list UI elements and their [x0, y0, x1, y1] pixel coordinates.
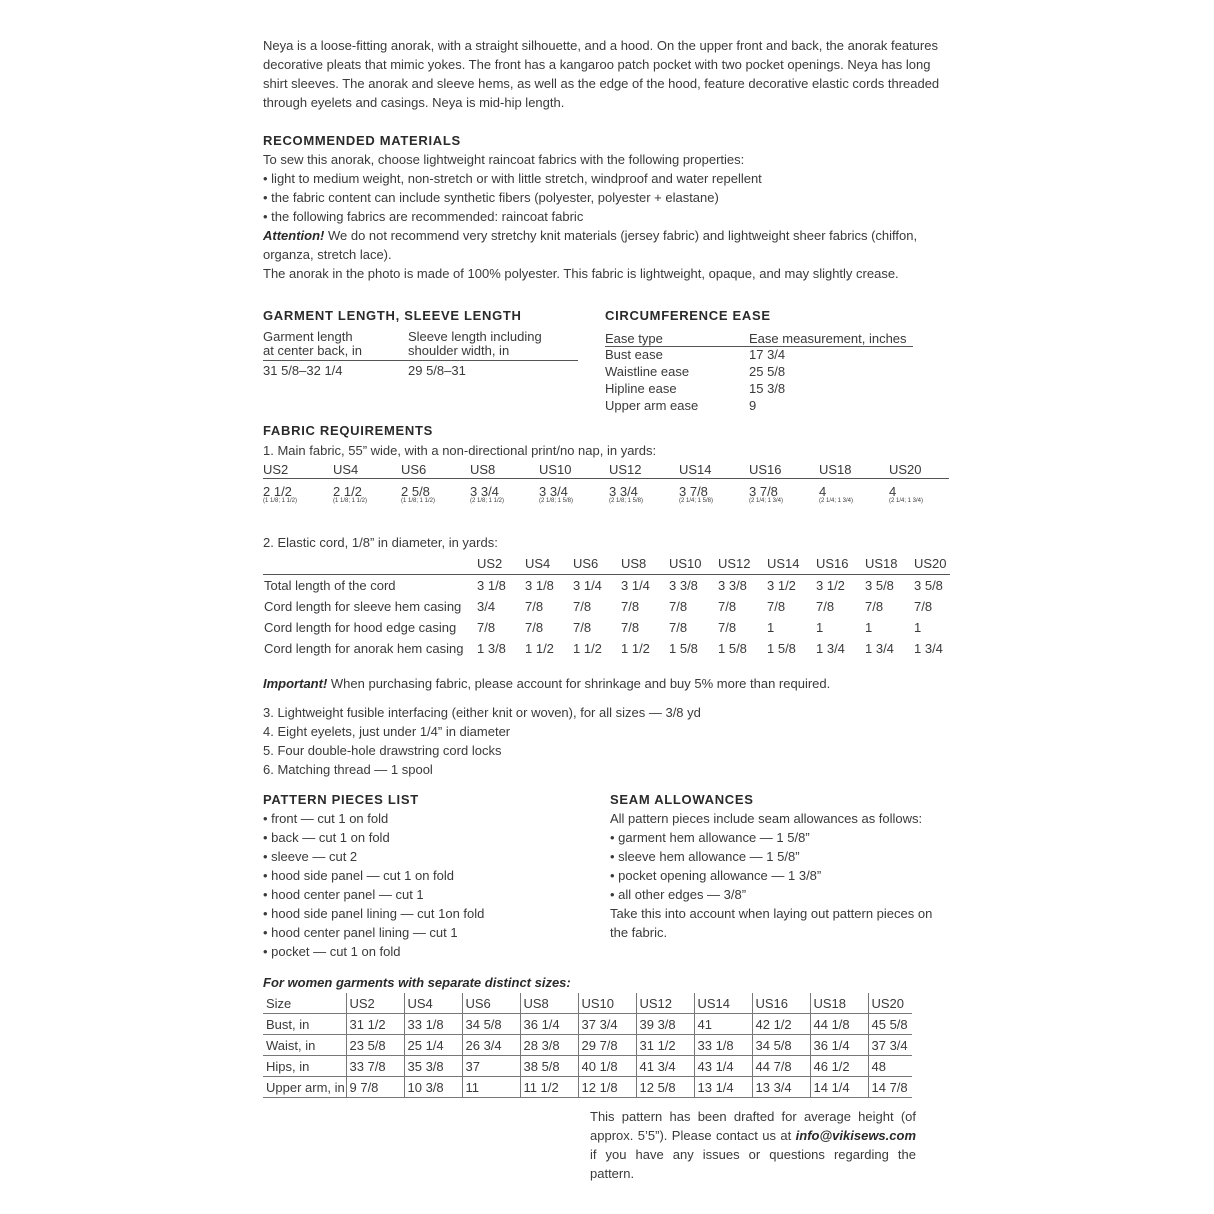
- size-chart-row: [263, 1014, 912, 1035]
- size-chart-cell: 33 7/8: [346, 1056, 404, 1077]
- size-chart-row-label: Bust, in: [263, 1014, 346, 1035]
- cord-cell: 3 1/2: [767, 578, 796, 593]
- cord-cell: 1: [816, 620, 824, 635]
- fabric-size: US16: [749, 462, 782, 477]
- size-chart-cell: 23 5/8: [346, 1035, 404, 1056]
- size-chart-header-cell: US12: [636, 993, 694, 1014]
- size-chart-cell: 31 1/2: [636, 1035, 694, 1056]
- cord-cell: 1 3/4: [914, 641, 943, 656]
- size-chart-cell: 13 3/4: [752, 1077, 810, 1098]
- cord-cell: 1 5/8: [669, 641, 698, 656]
- main-fabric-label: 1. Main fabric, 55” wide, with a non-directional print/no nap, in yards:: [263, 443, 657, 458]
- cord-row-name: Cord length for sleeve hem casing: [264, 599, 462, 614]
- cord-row: [263, 575, 950, 597]
- cord-row-name: Total length of the cord: [264, 578, 396, 593]
- fabric-size: US6: [401, 462, 427, 477]
- cord-cell: 3 1/4: [573, 578, 602, 593]
- important-note: [263, 674, 830, 693]
- fabric-value: 2 1/2: [263, 484, 292, 499]
- extras-item: 4. Eight eyelets, just under 1/4” in diameter: [263, 724, 511, 739]
- sleeve-length-col2-header: Sleeve length including shoulder width, in: [408, 329, 542, 358]
- size-chart-row-label: Waist, in: [263, 1035, 346, 1056]
- cord-cell: 7/8: [865, 599, 884, 614]
- cord-cell: 7/8: [525, 599, 544, 614]
- size-chart-cell: 11 1/2: [520, 1077, 578, 1098]
- size-chart-cell: 34 5/8: [462, 1014, 520, 1035]
- size-chart-header-cell: US8: [520, 993, 578, 1014]
- fabric-value: 3 7/8: [679, 484, 708, 499]
- attention-text: We do not recommend very stretchy knit materials (jersey fabric) and lightweight sheer fabrics (chiffon, organza, stretch lace).: [263, 228, 918, 262]
- ease-type: Upper arm ease: [605, 398, 699, 413]
- footer-text: This pattern has been drafted for average height (of approx. 5’5”). Please contact us at: [590, 1109, 916, 1143]
- fabric-value: 4: [819, 484, 827, 499]
- cord-cell: 3 3/8: [718, 578, 747, 593]
- cord-size: US20: [914, 556, 947, 571]
- fabric-subvalue: (1 1/8; 1 1/2): [333, 498, 368, 504]
- size-chart-cell: 48: [868, 1056, 912, 1077]
- size-chart-cell: 26 3/4: [462, 1035, 520, 1056]
- fabric-value: 3 3/4: [470, 484, 499, 499]
- pattern-piece-item: • sleeve — cut 2: [263, 849, 358, 864]
- cord-cell: 7/8: [621, 599, 640, 614]
- cord-header-row: [263, 553, 950, 575]
- fabric-subvalue: (2 1/4; 1 3/4): [889, 498, 924, 504]
- size-chart-cell: 14 1/4: [810, 1077, 868, 1098]
- garment-length-col1-header: Garment length at center back, in: [263, 329, 362, 358]
- fabric-size: US12: [609, 462, 642, 477]
- fabric-size: US18: [819, 462, 852, 477]
- fabric-size: US14: [679, 462, 712, 477]
- ease-value: 25 5/8: [749, 364, 786, 379]
- size-chart-cell: 12 5/8: [636, 1077, 694, 1098]
- size-chart-header-cell: US10: [578, 993, 636, 1014]
- footer-text: if you have any issues or questions regarding the pattern.: [590, 1147, 916, 1181]
- cord-cell: 1 3/4: [865, 641, 894, 656]
- garment-length-value: 31 5/8–32 1/4: [263, 363, 343, 378]
- size-chart-cell: 40 1/8: [578, 1056, 636, 1077]
- cord-cell: 3 5/8: [865, 578, 894, 593]
- size-chart-header-cell: US14: [694, 993, 752, 1014]
- ease-type: Hipline ease: [605, 381, 677, 396]
- fabric-value: 4: [889, 484, 897, 499]
- fabric-subvalue: (2 1/4; 1 3/4): [749, 498, 784, 504]
- cord-cell: 1 3/4: [816, 641, 845, 656]
- materials-lead: To sew this anorak, choose lightweight raincoat fabrics with the following properties:: [263, 152, 745, 167]
- size-chart-cell: 44 7/8: [752, 1056, 810, 1077]
- size-chart-cell: 41: [694, 1014, 752, 1035]
- cord-cell: 7/8: [621, 620, 640, 635]
- fabric-heading: FABRIC REQUIREMENTS: [263, 423, 434, 438]
- fabric-size: US8: [470, 462, 496, 477]
- extras-list: [263, 703, 701, 779]
- size-chart-table: [263, 993, 912, 1098]
- seam-lead: All pattern pieces include seam allowances as follows:: [610, 811, 923, 826]
- cord-row: [263, 617, 950, 638]
- pattern-piece-item: • front — cut 1 on fold: [263, 811, 389, 826]
- cord-cell: 7/8: [525, 620, 544, 635]
- cord-cell: 3/4: [477, 599, 496, 614]
- cord-cell: 3 3/8: [669, 578, 698, 593]
- cord-cell: 7/8: [573, 599, 592, 614]
- seam-item: • sleeve hem allowance — 1 5/8”: [610, 849, 800, 864]
- fabric-size: US10: [539, 462, 572, 477]
- cord-cell: 1 3/8: [477, 641, 506, 656]
- cord-cell: 1 5/8: [718, 641, 747, 656]
- extras-item: 6. Matching thread — 1 spool: [263, 762, 433, 777]
- size-chart-cell: 37 3/4: [578, 1014, 636, 1035]
- size-chart-row-label: Hips, in: [263, 1056, 346, 1077]
- ease-type: Waistline ease: [605, 364, 690, 379]
- size-chart-cell: 11: [462, 1077, 520, 1098]
- size-chart-row: [263, 1056, 912, 1077]
- pattern-pieces-section: [263, 790, 484, 961]
- fabric-value: 3 3/4: [539, 484, 568, 499]
- size-chart-cell: 31 1/2: [346, 1014, 404, 1035]
- cord-header-blank: [263, 553, 476, 575]
- cord-cell: 1 1/2: [621, 641, 650, 656]
- size-chart-row: [263, 1077, 912, 1098]
- ease-value: 9: [749, 398, 757, 413]
- size-chart-cell: 9 7/8: [346, 1077, 404, 1098]
- cord-cell: 7/8: [767, 599, 786, 614]
- divider: [263, 478, 949, 479]
- extras-item: 5. Four double-hole drawstring cord locks: [263, 743, 502, 758]
- size-chart-cell: 41 3/4: [636, 1056, 694, 1077]
- cord-size: US4: [525, 556, 551, 571]
- materials-heading: RECOMMENDED MATERIALS: [263, 133, 461, 148]
- size-chart-cell: 34 5/8: [752, 1035, 810, 1056]
- footer-note: [590, 1107, 916, 1183]
- size-chart-header-cell: US6: [462, 993, 520, 1014]
- size-chart-cell: 44 1/8: [810, 1014, 868, 1035]
- size-chart-cell: 36 1/4: [520, 1014, 578, 1035]
- size-chart-cell: 35 3/8: [404, 1056, 462, 1077]
- materials-bullet: • the fabric content can include synthetic fibers (polyester, polyester + elastane): [263, 190, 719, 205]
- cord-cell: 3 5/8: [914, 578, 943, 593]
- cord-row-name: Cord length for anorak hem casing: [264, 641, 464, 656]
- pattern-piece-item: • back — cut 1 on fold: [263, 830, 390, 845]
- attention-label: Attention!: [263, 228, 325, 243]
- cord-cell: 7/8: [669, 620, 688, 635]
- ease-heading: CIRCUMFERENCE EASE: [605, 308, 771, 323]
- cord-cell: 7/8: [669, 599, 688, 614]
- attention-note: [263, 226, 953, 264]
- size-chart-cell: 12 1/8: [578, 1077, 636, 1098]
- seam-allowances-heading: SEAM ALLOWANCES: [610, 792, 754, 807]
- size-chart-cell: 33 1/8: [404, 1014, 462, 1035]
- intro-paragraph: Neya is a loose-fitting anorak, with a straight silhouette, and a hood. On the upper front and back, the anorak features decorative pleats that mimic yokes. The front has a kangaroo patch pocket with two pocket openings. Neya has long shirt sleeves. The anorak and sleeve hems, as well as the edge of the hood, feature decorative elastic cords threaded through eyelets and casings. Neya is mid-hip length.: [263, 38, 940, 110]
- fabric-subvalue: (2 1/4; 1 3/4): [819, 498, 854, 504]
- cord-cell: 1 1/2: [573, 641, 602, 656]
- important-label: Important!: [263, 676, 328, 691]
- cord-cell: 3 1/8: [525, 578, 554, 593]
- pattern-piece-item: • hood side panel lining — cut 1on fold: [263, 906, 485, 921]
- extras-item: 3. Lightweight fusible interfacing (either knit or woven), for all sizes — 3/8 yd: [263, 705, 701, 720]
- pattern-piece-item: • pocket — cut 1 on fold: [263, 944, 401, 959]
- cord-cell: 3 1/8: [477, 578, 506, 593]
- size-chart-cell: 25 1/4: [404, 1035, 462, 1056]
- cord-row-name: Cord length for hood edge casing: [264, 620, 457, 635]
- fabric-size: US4: [333, 462, 359, 477]
- fabric-value: 2 5/8: [401, 484, 430, 499]
- pattern-pieces-heading: PATTERN PIECES LIST: [263, 792, 419, 807]
- cord-cell: 7/8: [477, 620, 496, 635]
- cord-cell: 1 5/8: [767, 641, 796, 656]
- cord-cell: 1: [865, 620, 873, 635]
- cord-table: [263, 553, 950, 659]
- cord-cell: 1 1/2: [525, 641, 554, 656]
- size-chart-cell: 39 3/8: [636, 1014, 694, 1035]
- photo-note: The anorak in the photo is made of 100% polyester. This fabric is lightweight, opaque, and may slightly crease.: [263, 266, 899, 281]
- fabric-subvalue: (2 1/8; 1 1/2): [470, 498, 505, 504]
- materials-bullet: • the following fabrics are recommended: raincoat fabric: [263, 209, 584, 224]
- size-chart-header-cell: US2: [346, 993, 404, 1014]
- cord-cell: 7/8: [914, 599, 933, 614]
- fabric-value: 3 3/4: [609, 484, 638, 499]
- seam-allowances-section: [610, 790, 940, 942]
- size-chart-cell: 33 1/8: [694, 1035, 752, 1056]
- size-chart-cell: 42 1/2: [752, 1014, 810, 1035]
- size-chart-header-cell: US16: [752, 993, 810, 1014]
- ease-col2-header: Ease measurement, inches: [749, 331, 907, 346]
- seam-item: • garment hem allowance — 1 5/8”: [610, 830, 810, 845]
- size-chart-cell: 46 1/2: [810, 1056, 868, 1077]
- fabric-size: US2: [263, 462, 289, 477]
- cord-size: US16: [816, 556, 849, 571]
- size-chart-cell: 14 7/8: [868, 1077, 912, 1098]
- pattern-piece-item: • hood side panel — cut 1 on fold: [263, 868, 455, 883]
- fabric-subvalue: (1 1/8; 1 1/2): [401, 498, 436, 504]
- ease-value: 15 3/8: [749, 381, 786, 396]
- garment-length-heading: GARMENT LENGTH, SLEEVE LENGTH: [263, 308, 522, 323]
- size-chart-cell: 28 3/8: [520, 1035, 578, 1056]
- size-chart-cell: 29 7/8: [578, 1035, 636, 1056]
- size-chart-cell: 13 1/4: [694, 1077, 752, 1098]
- fabric-size: US20: [889, 462, 922, 477]
- cord-cell: 7/8: [816, 599, 835, 614]
- seam-tail: Take this into account when laying out pattern pieces on the fabric.: [610, 906, 933, 940]
- cord-size: US6: [573, 556, 599, 571]
- size-chart-heading: For women garments with separate distinct sizes:: [263, 975, 571, 990]
- fabric-value: 3 7/8: [749, 484, 778, 499]
- seam-item: • all other edges — 3/8”: [610, 887, 747, 902]
- size-chart-cell: 36 1/4: [810, 1035, 868, 1056]
- cord-label: 2. Elastic cord, 1/8” in diameter, in yards:: [263, 535, 498, 550]
- cord-size: US12: [718, 556, 751, 571]
- fabric-subvalue: (2 1/8; 1 5/8): [539, 498, 574, 504]
- contact-email-link[interactable]: info@vikisews.com: [795, 1128, 916, 1143]
- pattern-piece-item: • hood center panel — cut 1: [263, 887, 424, 902]
- size-chart-header-cell: Size: [263, 993, 346, 1014]
- size-chart-cell: 38 5/8: [520, 1056, 578, 1077]
- cord-cell: 7/8: [573, 620, 592, 635]
- size-chart-header-row: [263, 993, 912, 1014]
- size-chart-cell: 45 5/8: [868, 1014, 912, 1035]
- size-chart-header-cell: US4: [404, 993, 462, 1014]
- cord-size: US14: [767, 556, 800, 571]
- cord-size: US18: [865, 556, 898, 571]
- pattern-piece-item: • hood center panel lining — cut 1: [263, 925, 458, 940]
- sleeve-length-value: 29 5/8–31: [408, 363, 466, 378]
- cord-cell: 7/8: [718, 620, 737, 635]
- size-chart-row-label: Upper arm, in: [263, 1077, 346, 1098]
- cord-row: [263, 596, 950, 617]
- cord-cell: 3 1/2: [816, 578, 845, 593]
- size-chart-header-cell: US18: [810, 993, 868, 1014]
- ease-col1-header: Ease type: [605, 331, 663, 346]
- seam-item: • pocket opening allowance — 1 3/8”: [610, 868, 822, 883]
- fabric-value: 2 1/2: [333, 484, 362, 499]
- materials-bullet: • light to medium weight, non-stretch or with little stretch, windproof and water repellent: [263, 171, 762, 186]
- cord-size: US10: [669, 556, 702, 571]
- cord-cell: 1: [914, 620, 922, 635]
- fabric-subvalue: (2 1/4; 1 5/8): [679, 498, 714, 504]
- ease-value: 17 3/4: [749, 347, 786, 362]
- fabric-subvalue: (2 1/8; 1 5/8): [609, 498, 644, 504]
- cord-cell: 7/8: [718, 599, 737, 614]
- size-chart-cell: 37 3/4: [868, 1035, 912, 1056]
- size-chart-header-cell: US20: [868, 993, 912, 1014]
- fabric-subvalue: (1 1/8; 1 1/2): [263, 498, 298, 504]
- size-chart-cell: 37: [462, 1056, 520, 1077]
- size-chart-cell: 43 1/4: [694, 1056, 752, 1077]
- cord-size: US2: [477, 556, 503, 571]
- cord-size: US8: [621, 556, 647, 571]
- size-chart-row: [263, 1035, 912, 1056]
- cord-cell: 3 1/4: [621, 578, 650, 593]
- ease-type: Bust ease: [605, 347, 663, 362]
- cord-cell: 1: [767, 620, 775, 635]
- size-chart-cell: 10 3/8: [404, 1077, 462, 1098]
- cord-row: [263, 638, 950, 659]
- important-text: When purchasing fabric, please account for shrinkage and buy 5% more than required.: [327, 676, 831, 691]
- materials-section: [263, 131, 953, 283]
- divider: [263, 360, 578, 361]
